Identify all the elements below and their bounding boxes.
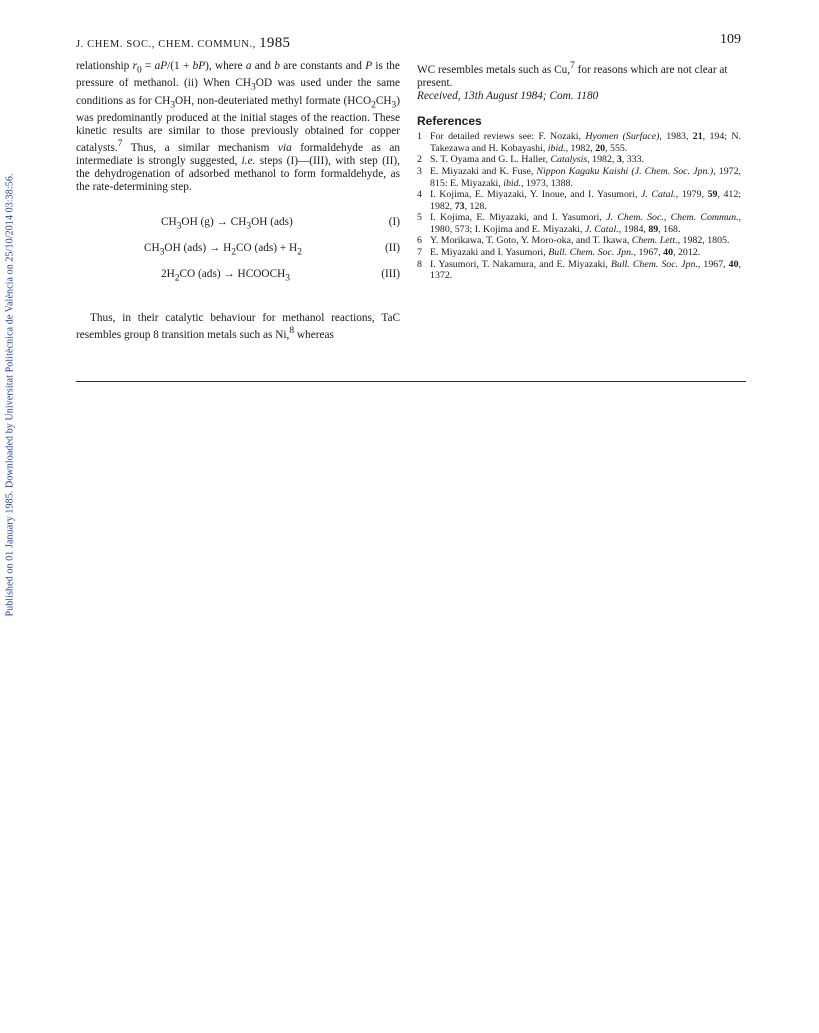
page-number: 109	[720, 32, 741, 47]
paragraph-conclusion: Thus, in their catalytic behaviour for methanol reactions, TaC resembles group 8 transition metals such as Ni,$^8$ whereas	[76, 312, 400, 342]
right-column	[417, 60, 741, 282]
download-watermark	[2, 160, 18, 630]
paragraph-mechanism: relationship $r_0 = aP/(1 + bP)$, where a and b are constants and P is the pressure of methanol. (ii) When $CH_3OD$ was used under the same conditions as for $CH_3OH$, non-deuteriated methyl formate $(HCO_2CH_3)$ was predominantly produced at the initial stages of the reaction. These kinetic results are similar to those previously obtained for copper catalysts.$^7$ Thus, a similar mechanism via formaldehyde as an intermediate is strongly suggested, i.e. steps (I)—(III), with step (II), the dehydrogenation of adsorbed methanol to form formaldehyde, as the rate-determining step.	[76, 60, 400, 194]
equation-1-number: (I)	[388, 216, 400, 229]
equation-1-text: $CH_3OH$ $(g) \to CH_3OH$ (ads)	[161, 216, 293, 232]
reference-item: 3 E. Miyazaki and K. Fuse, Nippon Kagaku Kaishi (J. Chem. Soc. Jpn.), 1972, 815: E. Miyazaki, ibid., 1973, 1388.	[417, 165, 742, 189]
reference-item: 8 I. Yasumori, T. Nakamura, and E. Miyazaki, Bull. Chem. Soc. Jpn., 1967, 40, 1372.	[417, 258, 741, 282]
download-watermark-text: Published on 01 January 1985. Downloaded by Universitat Politècnica de València on 25/10/2014 03:38:56.	[4, 173, 16, 617]
equation-1	[76, 216, 400, 242]
reference-item: 5 I. Kojima, E. Miyazaki, and I. Yasumori, J. Chem. Soc., Chem. Commun., 1980, 573; I. Kojima and E. Miyazaki, J. Catal., 1984, 89, 168.	[417, 212, 741, 235]
references-list	[417, 131, 741, 282]
journal-year: 1985	[259, 35, 291, 51]
equation-2	[76, 242, 400, 268]
equation-3-text: $2H_2CO$ $(ads) \to HCOOCH_3$	[161, 268, 290, 284]
reference-item: 7 E. Miyazaki and I. Yasumori, Bull. Chem. Soc. Jpn., 1967, 40, 2012.	[417, 247, 701, 259]
received-date: Received, 13th August 1984; Com. 1180	[417, 89, 599, 102]
reference-item: 6 Y. Morikawa, T. Goto, Y. Moro-oka, and T. Ikawa, Chem. Lett., 1982, 1805.	[417, 235, 730, 247]
equation-3-number: (III)	[381, 268, 400, 281]
reaction-equations	[76, 216, 400, 294]
running-head	[76, 35, 290, 52]
references-heading: References	[417, 114, 482, 129]
journal-name: J. CHEM. SOC., CHEM. COMMUN.,	[76, 39, 256, 50]
equation-2-number: (II)	[384, 242, 400, 255]
equation-2-text: $CH_3OH$ $(ads) \to H_2CO$ $(ads) + H_2$	[144, 242, 302, 258]
equation-3	[76, 268, 400, 294]
page-divider-rule	[76, 381, 746, 382]
paragraph-continuation: WC resembles metals such as Cu,$^7$ for reasons which are not clear at present.	[417, 61, 728, 89]
reference-item: 1 For detailed reviews see: F. Nozaki, Hyomen (Surface), 1983, 21, 194; N. Takezawa and H. Kobayashi, ibid., 1982, 20, 555.	[417, 131, 741, 154]
reference-item: 2 S. T. Oyama and G. L. Haller, Catalysis, 1982, 3, 333.	[417, 154, 644, 166]
left-column	[76, 60, 400, 342]
reference-item: 4 I. Kojima, E. Miyazaki, Y. Inoue, and I. Yasumori, J. Catal., 1979, 59, 412; 1982, 73, 128.	[417, 189, 742, 212]
